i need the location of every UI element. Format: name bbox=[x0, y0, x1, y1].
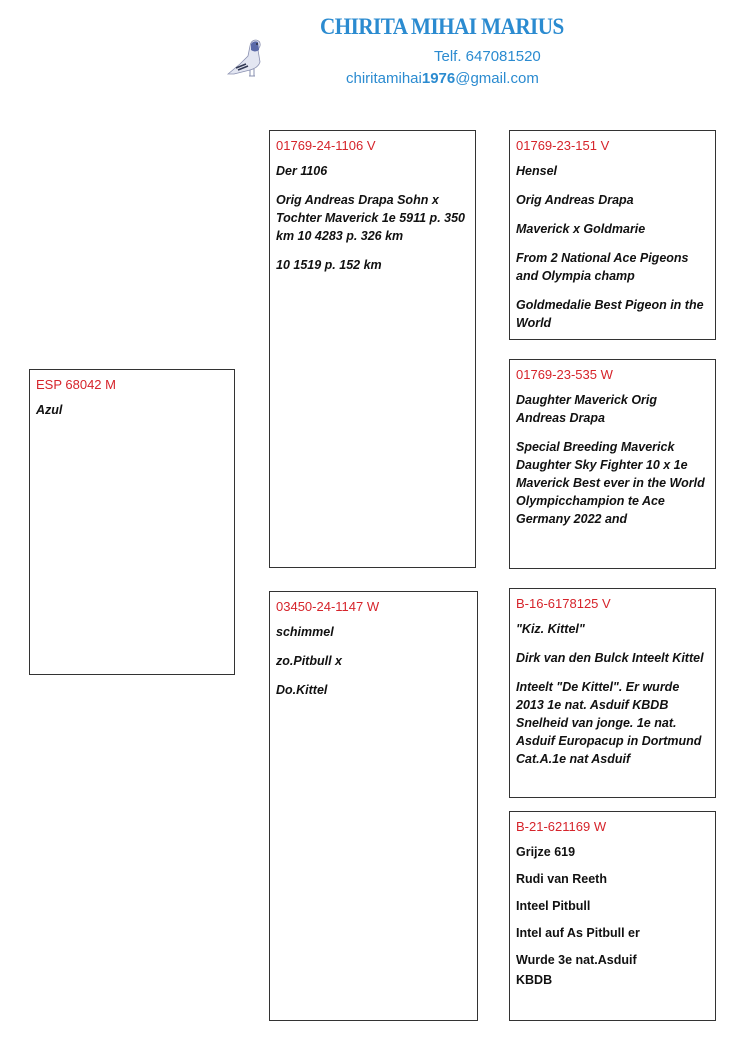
pedigree-note: Rudi van Reeth bbox=[516, 872, 607, 886]
pedigree-note: From 2 National Ace Pigeons and Olympia champ bbox=[516, 251, 689, 283]
pigeon-name: Daughter Maverick Orig Andreas Drapa bbox=[516, 393, 658, 425]
email-domain: @gmail.com bbox=[455, 70, 539, 87]
pigeon-name: Azul bbox=[36, 403, 63, 417]
pedigree-note: Orig Andreas Drapa bbox=[516, 193, 634, 207]
pedigree-note: Maverick x Goldmarie bbox=[516, 222, 646, 236]
pedigree-box-dam bbox=[269, 591, 478, 1021]
breeder-email[interactable] bbox=[346, 70, 539, 87]
pedigree-box-subject bbox=[29, 369, 235, 675]
email-user-digits: 1976 bbox=[421, 70, 456, 87]
ring-number: 03450-24-1147 W bbox=[276, 599, 380, 614]
pedigree-note: Wurde 3e nat.Asduif bbox=[516, 953, 637, 967]
pigeon-name: Grijze 619 bbox=[516, 845, 576, 859]
pigeon-name: Hensel bbox=[516, 164, 557, 178]
ring-number: 01769-23-535 W bbox=[516, 367, 613, 382]
breeder-phone: Telf. 647081520 bbox=[434, 48, 541, 65]
pedigree-note: Inteel Pitbull bbox=[516, 899, 591, 913]
ring-number: B-16-6178125 V bbox=[516, 596, 611, 611]
pedigree-box-dam-dam bbox=[509, 811, 716, 1021]
pedigree-note: Orig Andreas Drapa Sohn x Tochter Maverick 1e 5911 p. 350 km 10 4283 p. 326 km bbox=[276, 193, 465, 243]
pedigree-box-dam-sire bbox=[509, 588, 716, 798]
pedigree-note: Special Breeding Maverick Daughter Sky Fighter 10 x 1e Maverick Best ever in the World Olympicchampion te Ace Germany 2022 and bbox=[516, 440, 705, 526]
pigeon-icon bbox=[220, 34, 268, 82]
pedigree-note: Inteelt "De Kittel". Er wurde 2013 1e nat. Asduif KBDB Snelheid van jonge. 1e nat. Asduif Europacup in Dortmund Cat.A.1e nat Asduif bbox=[516, 680, 702, 766]
pigeon-name: "Kiz. Kittel" bbox=[516, 622, 585, 636]
breeder-name: CHIRITA MIHAI MARIUS bbox=[320, 14, 564, 39]
ring-number: B-21-621169 W bbox=[516, 819, 607, 834]
pedigree-note: zo.Pitbull x bbox=[276, 654, 342, 668]
pedigree-box-sire bbox=[269, 130, 476, 568]
email-user: chiritamihai bbox=[346, 70, 422, 87]
pedigree-note: KBDB bbox=[516, 973, 553, 987]
ring-number: ESP 68042 M bbox=[36, 377, 116, 392]
pedigree-box-sire-dam bbox=[509, 359, 716, 569]
pedigree-note: Goldmedalie Best Pigeon in the World bbox=[516, 298, 704, 330]
pedigree-note: Intel auf As Pitbull er bbox=[516, 926, 640, 940]
pedigree-note: 10 1519 p. 152 km bbox=[276, 258, 382, 272]
pedigree-box-sire-sire bbox=[509, 130, 716, 340]
pigeon-name: Der 1106 bbox=[276, 164, 328, 178]
ring-number: 01769-24-1106 V bbox=[276, 138, 376, 153]
pedigree-note: Do.Kittel bbox=[276, 683, 328, 697]
pedigree-note: Dirk van den Bulck Inteelt Kittel bbox=[516, 651, 704, 665]
ring-number: 01769-23-151 V bbox=[516, 138, 610, 153]
pigeon-name: schimmel bbox=[276, 625, 334, 639]
